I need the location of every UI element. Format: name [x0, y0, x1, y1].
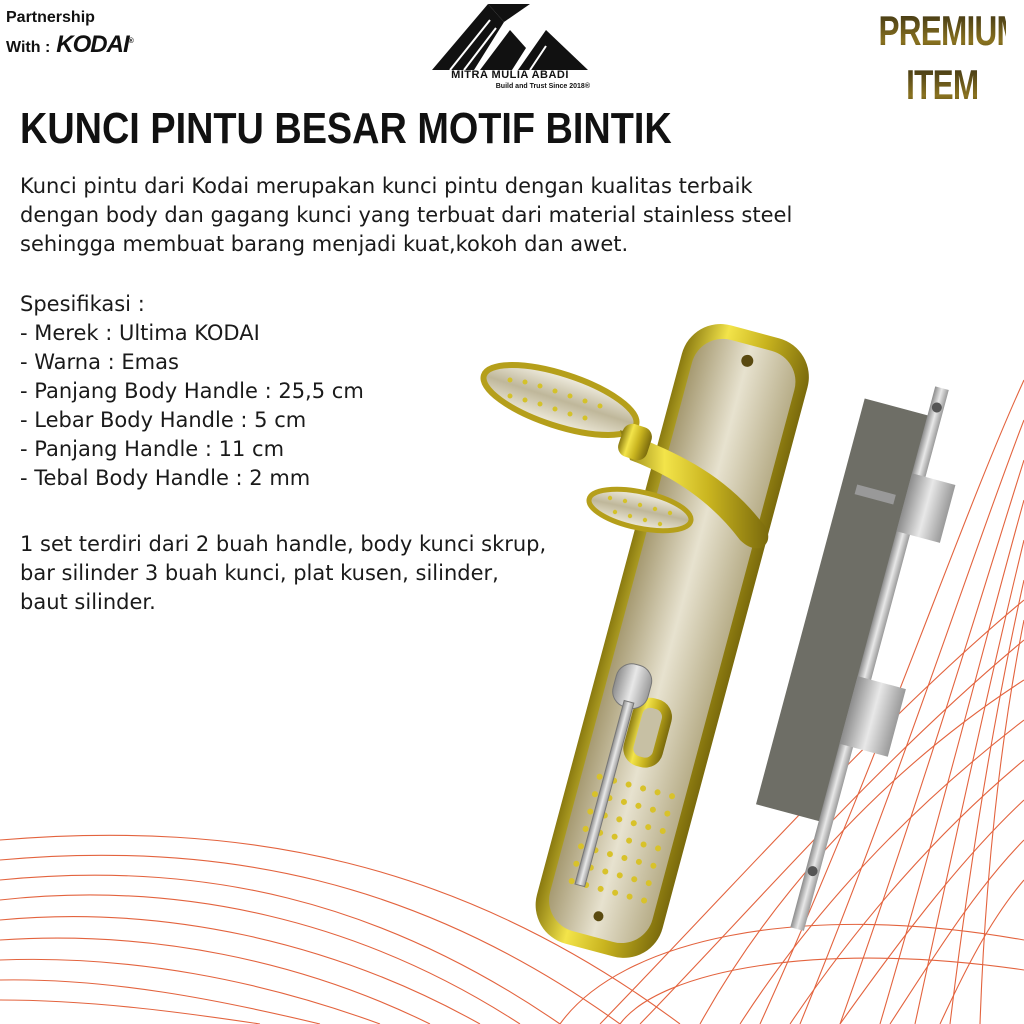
brand-name: MITRA MULIA ABADI — [451, 69, 569, 81]
brand-logo — [430, 0, 590, 100]
premium-label: PREMIUM — [879, 4, 1007, 58]
spec-item: - Warna : Emas — [20, 350, 179, 374]
spec-item: - Tebal Body Handle : 2 mm — [20, 466, 311, 490]
spec-heading: Spesifikasi : — [20, 292, 145, 316]
item-label: ITEM — [879, 58, 1007, 112]
spec-item: - Lebar Body Handle : 5 cm — [20, 408, 307, 432]
set-contents-line: bar silinder 3 buah kunci, plat kusen, silinder, — [20, 561, 499, 585]
brand-tagline: Build and Trust Since 2018® — [495, 83, 590, 90]
description-line: sehingga membuat barang menjadi kuat,kokoh dan awet. — [20, 232, 629, 256]
mountain-logo-icon — [430, 0, 590, 72]
spec-item: - Merek : Ultima KODAI — [20, 321, 260, 345]
description-line: Kunci pintu dari Kodai merupakan kunci pintu dengan kualitas terbaik — [20, 174, 753, 198]
set-contents-line: baut silinder. — [20, 590, 156, 614]
page-title: KUNCI PINTU BESAR MOTIF BINTIK — [20, 104, 672, 153]
kodai-logo: KODAI® — [56, 31, 133, 58]
partnership-with-label: With : — [6, 39, 51, 56]
specifications-list — [20, 290, 364, 493]
spec-item: - Panjang Body Handle : 25,5 cm — [20, 379, 364, 403]
set-contents-line: 1 set terdiri dari 2 buah handle, body kunci skrup, — [20, 532, 547, 556]
partnership-block — [6, 6, 133, 60]
premium-item-badge — [878, 4, 1023, 112]
door-lock-product-image — [470, 300, 970, 980]
description-line: dengan body dan gagang kunci yang terbuat dari material stainless steel — [20, 203, 793, 227]
partnership-label: Partnership — [6, 9, 95, 26]
product-description — [20, 172, 840, 259]
spec-item: - Panjang Handle : 11 cm — [20, 437, 285, 461]
